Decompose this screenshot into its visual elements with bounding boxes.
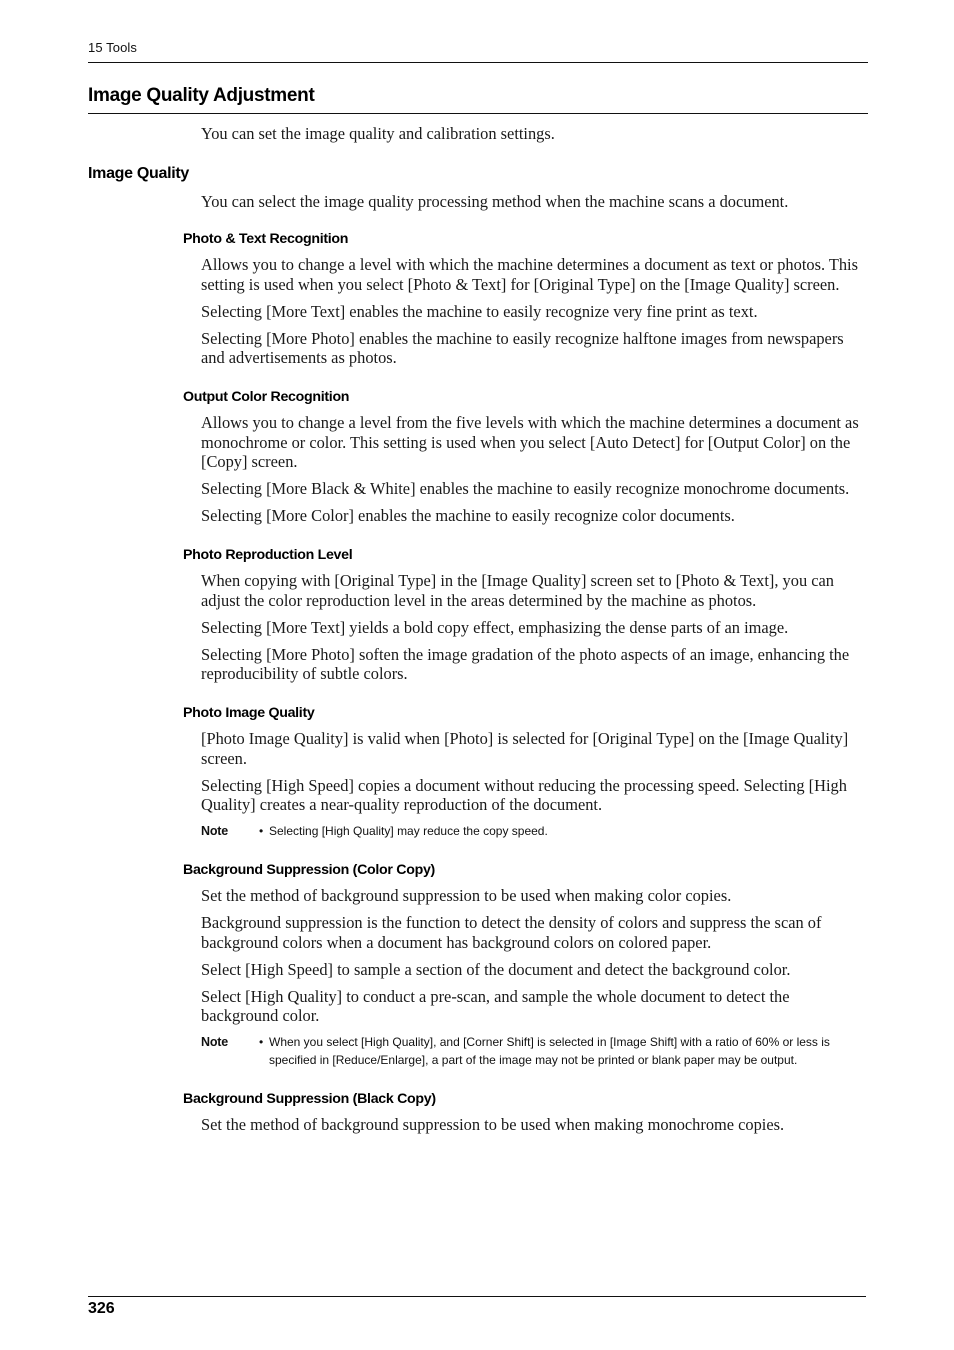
paragraph: Select [High Speed] to sample a section of the document and detect the background color. <box>201 959 791 979</box>
paragraph: Allows you to change a level from the five levels with which the machine determines a document as monochrome or color. This setting is used when you select [Auto Detect] for [Output Color] on the [Copy] screen. <box>201 413 859 471</box>
paragraph: Selecting [More Text] enables the machine to easily recognize very fine print as text. <box>201 301 758 321</box>
paragraph: Selecting [More Photo] soften the image gradation of the photo aspects of an image, enhancing the reproducibility of subtle colors. <box>201 645 850 684</box>
paragraph: When copying with [Original Type] in the [Image Quality] screen set to [Photo & Text], you can adjust the color reproduction level in the areas determined by the machine as photos. <box>201 571 834 610</box>
page-number: 326 <box>88 1300 115 1317</box>
note-box <box>201 1033 868 1069</box>
paragraph: Set the method of background suppression to be used when making color copies. <box>201 886 732 906</box>
bullet-icon: • <box>259 1035 264 1050</box>
section-title: Image Quality Adjustment <box>88 85 315 106</box>
header-rule <box>88 62 868 63</box>
note-text: Selecting [High Quality] may reduce the copy speed. <box>269 824 548 839</box>
note-box <box>201 822 868 840</box>
item-heading-output-color-recognition: Output Color Recognition <box>183 389 350 406</box>
note-label: Note <box>201 1035 228 1050</box>
item-heading-photo-reproduction-level: Photo Reproduction Level <box>183 547 353 564</box>
paragraph: Select [High Quality] to conduct a pre-scan, and sample the whole document to detect the background color. <box>201 987 790 1026</box>
paragraph: Allows you to change a level with which the machine determines a document as text or photos. This setting is used when you select [Photo & Text] for [Original Type] on the [Image Quality] screen. <box>201 255 858 294</box>
item-heading-photo-image-quality: Photo Image Quality <box>183 705 315 722</box>
subsection-heading-image-quality: Image Quality <box>88 165 190 183</box>
paragraph: Set the method of background suppression to be used when making monochrome copies. <box>201 1115 785 1135</box>
footer-rule <box>88 1296 866 1297</box>
paragraph: Selecting [High Speed] copies a document without reducing the processing speed. Selecting [High Quality] creates a near-quality reproduction of the document. <box>201 775 847 815</box>
paragraph: Background suppression is the function to detect the density of colors and suppress the scan of background colors when a document has background colors on colored paper. <box>201 913 822 952</box>
content-body <box>88 124 868 1143</box>
subsection-intro: You can select the image quality processing method when the machine scans a document. <box>201 192 789 212</box>
paragraph: Selecting [More Black & White] enables the machine to easily recognize monochrome documents. <box>201 479 850 499</box>
section-title-rule <box>88 113 868 114</box>
item-heading-background-suppression-black: Background Suppression (Black Copy) <box>183 1091 436 1108</box>
paragraph: Selecting [More Text] yields a bold copy effect, emphasizing the dense parts of an image. <box>201 617 789 637</box>
paragraph: [Photo Image Quality] is valid when [Photo] is selected for [Original Type] on the [Image Quality] screen. <box>201 729 849 768</box>
section-intro: You can set the image quality and calibration settings. <box>201 124 555 143</box>
note-label: Note <box>201 824 228 839</box>
item-heading-photo-text-recognition: Photo & Text Recognition <box>183 231 349 248</box>
item-heading-background-suppression-color: Background Suppression (Color Copy) <box>183 862 435 879</box>
note-text: When you select [High Quality], and [Corner Shift] is selected in [Image Shift] with a ratio of 60% or less is specified in [Reduce/Enlarge], a part of the image may not be printed or blank paper may be output. <box>269 1035 830 1068</box>
paragraph: Selecting [More Color] enables the machine to easily recognize color documents. <box>201 506 735 526</box>
running-head: 15 Tools <box>88 40 137 55</box>
bullet-icon: • <box>259 824 264 839</box>
paragraph: Selecting [More Photo] enables the machine to easily recognize halftone images from newspapers and advertisements as photos. <box>201 329 844 368</box>
